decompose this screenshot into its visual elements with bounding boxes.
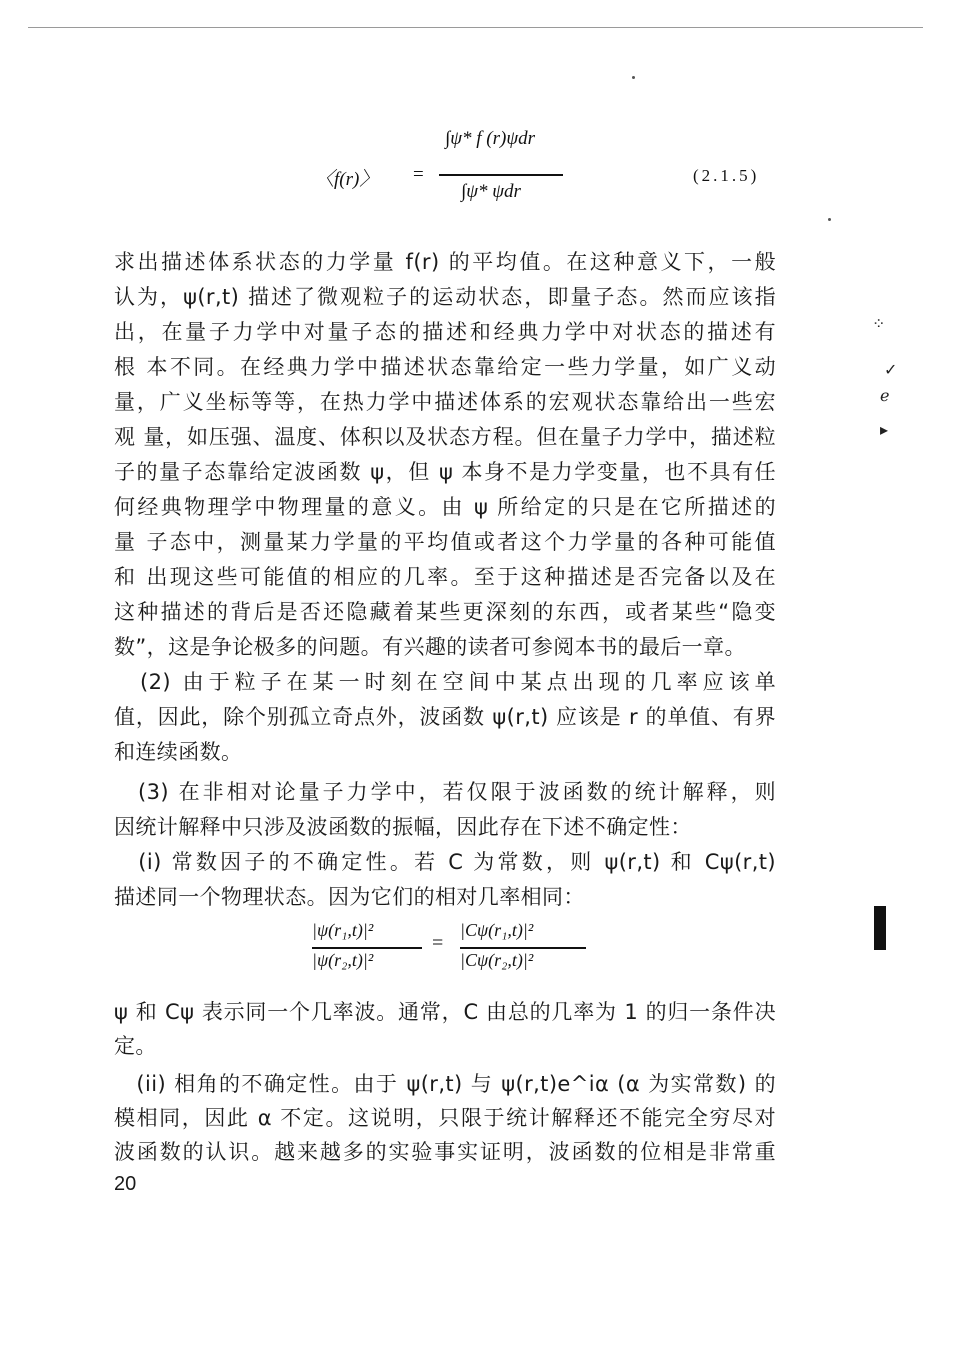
text-line: 出，在量子力学中对量子态的描述和经典力学中对状态的描述有: [114, 320, 776, 344]
fraction-bar: [439, 174, 563, 176]
scan-edge-mark: [874, 906, 886, 950]
ratio-equation: [312, 920, 612, 980]
ratio-numerator-right: |Cψ(r₁,t)|²: [460, 920, 534, 940]
equation-equals: =: [413, 164, 424, 185]
scan-speck: [828, 218, 831, 221]
equation-label: (2.1.5): [693, 166, 760, 185]
equation-numerator: ∫ψ* f (r)ψdr: [445, 128, 536, 149]
text-line: (ii) 相角的不确定性。由于 ψ(r,t) 与 ψ(r,t)e^iα (α 为实常数) 的: [114, 1072, 776, 1096]
ratio-numerator-left: |ψ(r₁,t)|²: [312, 920, 374, 940]
ratio-denominator-right: |Cψ(r₂,t)|²: [460, 950, 534, 970]
text-line: 量，广义坐标等等，在热力学中描述体系的宏观状态靠给出一些宏: [114, 390, 776, 414]
text-line: (2) 由于粒子在某一时刻在空间中某点出现的几率应该单: [114, 670, 776, 694]
top-rule: [28, 27, 923, 28]
text-line: 波函数的认识。越来越多的实验事实证明，波函数的位相是非常重: [114, 1140, 776, 1164]
text-line: 描述同一个物理状态。因为它们的相对几率相同：: [114, 885, 585, 909]
text-line: (3) 在非相对论量子力学中，若仅限于波函数的统计解释，则: [114, 780, 776, 804]
page-number: 20: [114, 1173, 137, 1195]
text-line: 因统计解释中只涉及波函数的振幅，因此存在下述不确定性：: [114, 815, 692, 839]
text-line: 模相同，因此 α 不定。这说明，只限于统计解释还不能完全穷尽对: [114, 1106, 776, 1130]
ratio-denominator-left: |ψ(r₂,t)|²: [312, 950, 374, 970]
text-line: 值，因此，除个别孤立奇点外，波函数 ψ(r,t) 应该是 r 的单值、有界: [114, 705, 776, 729]
text-line: 子的量子态靠给定波函数 ψ，但 ψ 本身不是力学变量，也不具有任: [114, 460, 776, 484]
scribble-mark: ✓: [884, 360, 898, 379]
scribble-mark: ℯ: [880, 386, 890, 405]
equation-lhs: 〈f(r)〉: [315, 169, 379, 190]
text-line: 何经典物理学中物理量的意义。由 ψ 所给定的只是在它所描述的: [114, 495, 776, 519]
text-line: 量 子态中，测量某力学量的平均值或者这个力学量的各种可能值: [114, 530, 776, 554]
text-line: 认为，ψ(r,t) 描述了微观粒子的运动状态，即量子态。然而应该指: [114, 285, 776, 309]
scribble-mark: ▸: [880, 420, 889, 439]
text-line: 和连续函数。: [114, 740, 243, 764]
scribble-mark: ⁘: [872, 314, 886, 333]
text-line: 求出描述体系状态的力学量 f(r) 的平均值。在这种意义下，一般: [114, 250, 776, 274]
text-line: 定。: [114, 1034, 157, 1058]
text-line: 这种描述的背后是否还隐藏着某些更深刻的东西，或者某些“隐变: [114, 600, 776, 624]
text-line: 和 出现这些可能值的相应的几率。至于这种描述是否完备以及在: [114, 565, 776, 589]
text-line: 数”，这是争论极多的问题。有兴趣的读者可参阅本书的最后一章。: [114, 635, 746, 659]
ratio-equals: =: [432, 932, 444, 954]
equation-denominator: ∫ψ* ψdr: [461, 181, 521, 202]
text-line: (i) 常数因子的不确定性。若 C 为常数，则 ψ(r,t) 和 Cψ(r,t): [114, 850, 776, 874]
fraction-bar: [460, 947, 586, 949]
text-line: 观 量，如压强、温度、体积以及状态方程。但在量子力学中，描述粒: [114, 425, 776, 449]
text-line: 根 本不同。在经典力学中描述状态靠给定一些力学量，如广义动: [114, 355, 776, 379]
text-line: ψ 和 Cψ 表示同一个几率波。通常，C 由总的几率为 1 的归一条件决: [114, 1000, 776, 1024]
scan-speck: [632, 76, 635, 79]
equation-2-1-5: [315, 128, 775, 228]
fraction-bar: [312, 947, 422, 949]
